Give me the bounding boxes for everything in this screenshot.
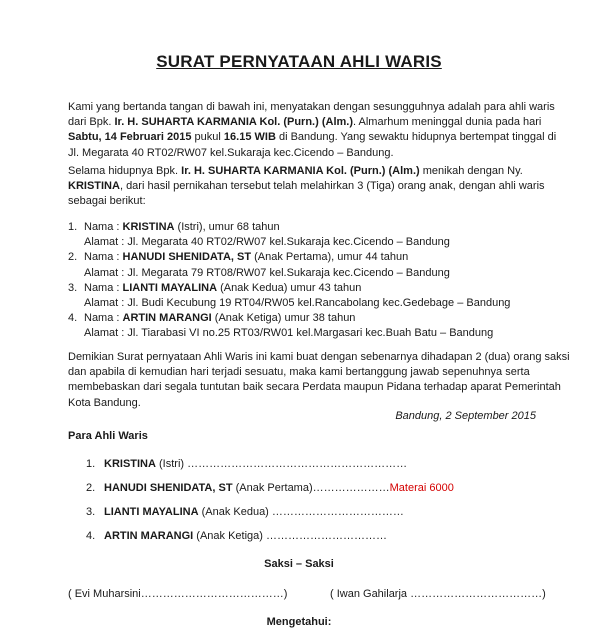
- intro-paragraph: [68, 100, 557, 161]
- signature-dots: ……………………………………………………: [187, 458, 408, 470]
- acknowledged-heading: Mengetahui:: [266, 616, 332, 628]
- intro-line-3: [68, 130, 557, 145]
- witness-right: ( Iwan Gahilarja ………………………………): [330, 588, 546, 600]
- intro-text: dari Bpk.: [68, 116, 115, 129]
- deceased-name: Ir. H. SUHARTA KARMANIA Kol. (Purn.) (Alm.): [114, 116, 353, 129]
- heir-address: Alamat : Jl. Megarata 79 RT08/RW07 kel.Sukaraja kec.Cicendo – Bandung: [84, 266, 450, 279]
- intro-text: pukul: [191, 131, 224, 144]
- closing-line-2: dan apabila di kemudian hari terjadi sesuatu, maka kami bertanggung jawab sepenuhnya serta: [68, 366, 530, 379]
- list-item: 4. Nama : ARTIN MARANGI (Anak Ketiga) umur 38 tahun: [68, 312, 356, 325]
- heirs-heading: Para Ahli Waris: [68, 430, 148, 442]
- witness-left: ( Evi Muharsini…………………………………): [68, 588, 288, 600]
- list-item: 3. Nama : LIANTI MAYALINA (Anak Kedua) umur 43 tahun: [68, 281, 362, 294]
- intro-line-4: Jl. Megarata 40 RT02/RW07 kel.Sukaraja kec.Cicendo – Bandung.: [68, 146, 394, 159]
- death-time: 16.15 WIB: [223, 131, 276, 144]
- signature-list: [86, 452, 546, 548]
- closing-line-4: Kota Bandung.: [68, 396, 141, 409]
- signature-line: 1. KRISTINA (Istri) ……………………………………………………: [86, 458, 408, 470]
- heir-name: KRISTINA: [122, 221, 175, 233]
- heir-name: LIANTI MAYALINA: [122, 281, 218, 294]
- intro-text: . Almarhum meninggal dunia pada hari: [353, 116, 542, 129]
- signature-line: 3. LIANTI MAYALINA (Anak Kedua) ………………………………: [86, 506, 404, 518]
- witnesses-heading: Saksi – Saksi: [264, 558, 334, 570]
- signer-name: ARTIN MARANGI: [104, 530, 194, 542]
- marriage-line-2: [68, 179, 548, 194]
- marriage-text: , dari hasil pernikahan tersebut telah melahirkan 3 (Tiga) orang anak, dengan ahli waris: [119, 180, 545, 193]
- signature-dots: ………………………………: [271, 506, 404, 518]
- signature-dots: …………………: [312, 482, 390, 494]
- intro-line-2: [68, 115, 548, 130]
- spouse-name: KRISTINA: [68, 180, 120, 193]
- deceased-name: Ir. H. SUHARTA KARMANIA Kol. (Purn.) (Alm.): [181, 165, 420, 177]
- document-title: SURAT PERNYATAAN AHLI WARIS: [156, 52, 442, 71]
- document-date: Bandung, 2 September 2015: [395, 410, 536, 422]
- list-item: 1. Nama : KRISTINA (Istri), umur 68 tahun: [68, 221, 280, 233]
- heir-address: Alamat : Jl. Budi Kecubung 19 RT04/RW05 kel.Rancabolang kec.Gedebage – Bandung: [84, 296, 511, 309]
- death-date: Sabtu, 14 Februari 2015: [68, 131, 192, 144]
- intro-text: di Bandung. Yang sewaktu hidupnya bertempat tinggal di: [275, 131, 557, 144]
- marriage-line-1: [68, 164, 548, 179]
- marriage-text: menikah dengan Ny.: [419, 165, 523, 177]
- materai-label: Materai 6000: [389, 482, 454, 494]
- heir-name: ARTIN MARANGI: [122, 312, 212, 325]
- signer-name: LIANTI MAYALINA: [104, 506, 199, 518]
- heir-address: Alamat : Jl. Tiarabasi VI no.25 RT03/RW01 kel.Margasari kec.Buah Batu – Bandung: [84, 327, 494, 340]
- closing-line-3: membebaskan dari segala tuntutan baik secara Perdata maupun Pidana terhadap aparat Pemerintah: [68, 381, 561, 394]
- signature-line: 4. ARTIN MARANGI (Anak Ketiga) ……………………………: [86, 530, 387, 542]
- signer-name: HANUDI SHENIDATA, ST: [104, 482, 233, 494]
- marriage-paragraph: [68, 164, 548, 210]
- heir-name: HANUDI SHENIDATA, ST: [122, 251, 252, 264]
- intro-line-1: Kami yang bertanda tangan di bawah ini, menyatakan dengan sesungguhnya adalah para ahli waris: [68, 101, 555, 113]
- signer-name: KRISTINA: [104, 458, 156, 470]
- signature-dots: ……………………………: [265, 530, 387, 542]
- closing-paragraph: [68, 350, 570, 411]
- marriage-line-3: sebagai berikut:: [68, 195, 146, 208]
- heir-address: Alamat : Jl. Megarata 40 RT02/RW07 kel.Sukaraja kec.Cicendo – Bandung: [84, 236, 450, 249]
- signature-line: 2. HANUDI SHENIDATA, ST (Anak Pertama)…………………Materai 6000: [86, 482, 454, 494]
- heirs-list: [68, 220, 548, 342]
- list-item: 2. Nama : HANUDI SHENIDATA, ST (Anak Pertama), umur 44 tahun: [68, 251, 409, 264]
- closing-line-1: Demikian Surat pernyataan Ahli Waris ini kami buat dengan sebenarnya dihadapan 2 (dua) orang saksi: [68, 351, 570, 363]
- marriage-text: Selama hidupnya Bpk.: [68, 165, 182, 177]
